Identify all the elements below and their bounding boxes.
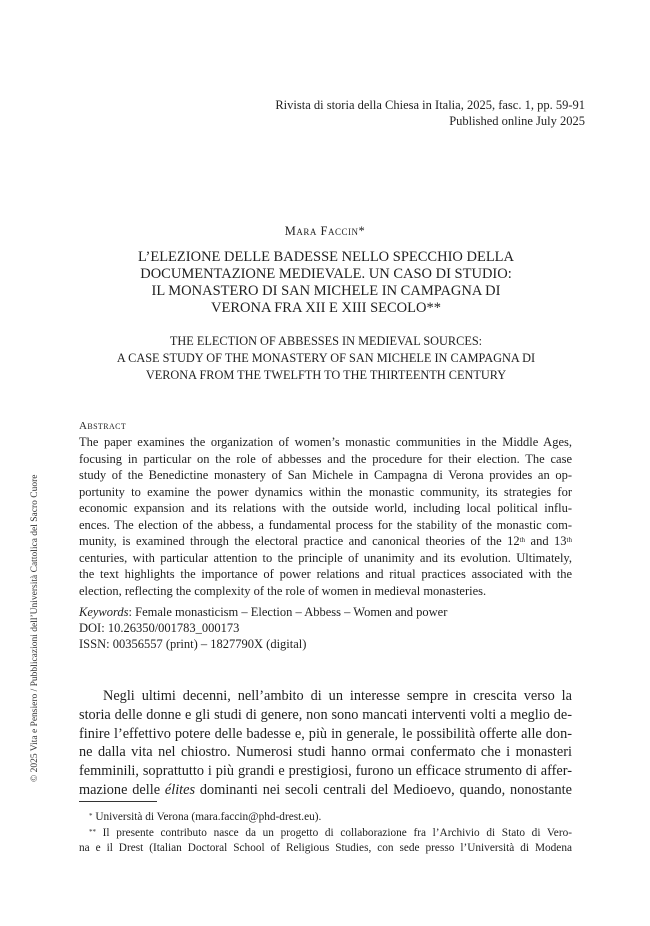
keywords-label: Keywords (79, 605, 129, 619)
issn: ISSN: 00356557 (print) – 1827790X (digital) (79, 637, 307, 651)
body-line: ne dalla vita nel chiostro. Numerosi studi hanno ormai confermato che i monasteri (79, 744, 572, 761)
italian-title-line: IL MONASTERO DI SAN MICHELE IN CAMPAGNA DI (151, 283, 501, 299)
body-line: femminili, soprattutto i più grandi e prestigiosi, furono un efficace strumento di affer- (79, 763, 572, 780)
doi: DOI: 10.26350/001783_000173 (79, 621, 240, 635)
body-line: Negli ultimi decenni, nell’ambito di un interesse sempre in crescita verso la (103, 688, 572, 704)
body-line: storia delle donne e gli studi di genere, non sono mancati interventi volti a meglio de- (79, 706, 572, 723)
italian-title-line: L’ELEZIONE DELLE BADESSE NELLO SPECCHIO DELLA (137, 249, 515, 265)
ordinal-suffix: th (566, 536, 572, 544)
journal-citation: Rivista di storia della Chiesa in Italia, 2025, fasc. 1, pp. 59-91 (275, 98, 585, 112)
footnote-marker: ** (89, 827, 96, 836)
abstract-line: election, reflecting the complexity of the role of women in medieval monasteries. (79, 583, 487, 598)
abstract-text (79, 434, 572, 599)
abstract-line: centuries, with particular attention to the principle of unanimity and its evolution. Ultimately, (79, 550, 572, 565)
abstract-line (79, 533, 572, 550)
italic-word: élites (164, 781, 196, 798)
body-line-part: mazione delle (79, 781, 165, 798)
article-metadata (79, 604, 447, 652)
journal-header (275, 97, 585, 129)
body-line (79, 781, 572, 800)
footnote-2-continued: na e il Drest (Italian Doctoral School of Religious Studies, con sede presso l’Università di Modena (79, 842, 572, 854)
body-line: finire l’effettivo potere delle badesse e, più in generale, le possibilità offerte alle don- (79, 725, 572, 742)
ordinal-suffix: th (519, 536, 526, 544)
abstract-line: portunity to examine the power dynamics within the monastic community, its strategies for (79, 484, 572, 499)
author-name: Mara Faccin* (284, 224, 366, 238)
abstract-line-text: munity, is examined through the electoral practice and canonical theories of the 12 (79, 534, 520, 548)
abstract-line: economic expansion and its relations with the outside world, including local political influ- (79, 501, 572, 515)
footnote-2 (79, 826, 572, 842)
italian-title (80, 249, 572, 317)
english-title (75, 333, 577, 384)
body-line-part: dominanti nei secoli centrali del Medioevo, quando, nonostante (195, 781, 572, 798)
english-title-line: A CASE STUDY OF THE MONASTERY OF SAN MICHELE IN CAMPAGNA DI (116, 351, 536, 365)
footnote-1 (79, 810, 572, 826)
abstract-line: focusing in particular on the role of abbesses and the procedure for their election. The case (79, 451, 572, 466)
abstract-line: The paper examines the organization of women’s monastic communities in the Middle Ages, (79, 435, 572, 449)
english-title-line: THE ELECTION OF ABBESSES IN MEDIEVAL SOURCES: (169, 334, 483, 348)
body-paragraph (79, 687, 572, 800)
italian-title-line: DOCUMENTAZIONE MEDIEVALE. UN CASO DI STUDIO: (140, 266, 512, 282)
footnote-marker: * (89, 812, 93, 820)
footnote-divider (79, 801, 157, 802)
footnote-text: Università di Verona (mara.faccin@phd-drest.eu). (92, 811, 322, 823)
keywords (79, 604, 447, 620)
abstract-heading: Abstract (79, 420, 127, 432)
copyright-sidebar: © 2025 Vita e Pensiero / Pubblicazioni dell’Università Cattolica del Sacro Cuore (30, 474, 40, 782)
abstract-line-and: and 13 (525, 534, 567, 548)
footnotes (79, 810, 572, 857)
abstract-line: ences. The election of the abbess, a fundamental process for the stability of the monastic com- (79, 517, 572, 532)
abstract-line: study of the Benedictine monastery of San Michele in Campagna di Verona provides an op- (79, 468, 572, 482)
abstract-line: the text highlights the importance of power relations and ritual practices associated with the (79, 567, 572, 581)
english-title-line: VERONA FROM THE TWELFTH TO THE THIRTEENTH CENTURY (145, 368, 507, 382)
publication-date: Published online July 2025 (449, 114, 585, 128)
footnote-text: Il presente contributo nasce da un progetto di collaborazione fra l’Archivio di Stato di Vero- (96, 826, 572, 839)
keywords-text: : Female monasticism – Election – Abbess – Women and power (128, 605, 448, 619)
italian-title-line: VERONA FRA XII E XIII SECOLO** (211, 300, 441, 316)
